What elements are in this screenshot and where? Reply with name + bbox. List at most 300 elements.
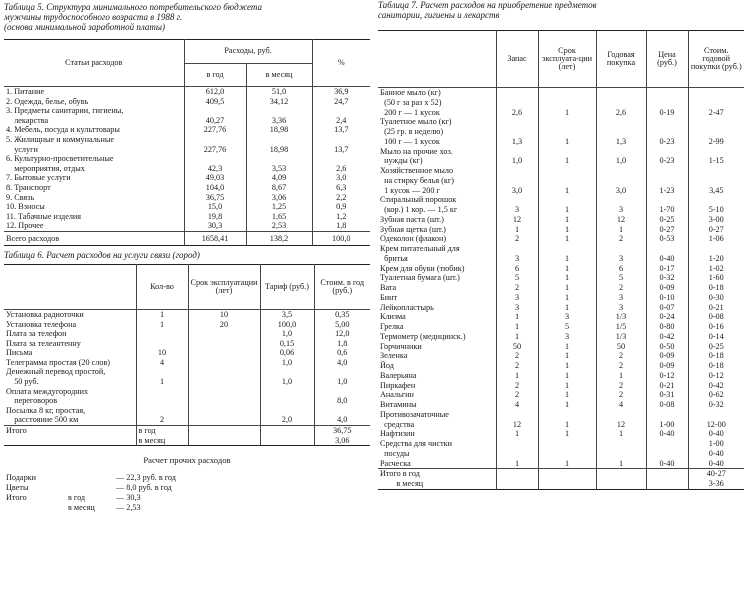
table7-cell-item: Бинт <box>378 293 496 303</box>
table6-cell-life <box>188 329 260 339</box>
table7-total-empty <box>538 469 596 479</box>
table7-cell-life: 1 <box>538 429 596 439</box>
table6-cell-cost <box>314 367 370 377</box>
table7-cell-price <box>646 127 688 137</box>
table7-cell-price <box>646 449 688 459</box>
table7-row <box>378 322 744 332</box>
table7-cell-annual: 3,0 <box>596 186 646 196</box>
table7-row <box>378 88 744 98</box>
table5-cell-percent: 0,9 <box>336 202 347 212</box>
table5-total-month: 138,2 <box>246 231 312 245</box>
table6-cell-life <box>188 339 260 349</box>
table7-cell-item: (50 г за раз х 52) <box>378 98 496 108</box>
table5-cell-percent: 6,3 <box>336 182 347 192</box>
table5-cell-item: 3. Предметы санитарии, гигиены, <box>4 106 184 116</box>
table7-cell-item: Противозачаточные <box>378 410 496 420</box>
table6-cell-qty: 1 <box>136 377 188 387</box>
table7-total <box>378 469 744 490</box>
table7-cell-annual: 1 <box>596 429 646 439</box>
table7-cell-annual: 1 <box>596 459 646 469</box>
table7-total-empty <box>496 469 538 479</box>
table7-total-value: 3-36 <box>708 479 724 488</box>
table7-cell-price: 0-80 <box>646 322 688 332</box>
table7-cell-stock: 1,0 <box>496 156 538 166</box>
table7-cell-stock: 5 <box>496 273 538 283</box>
table7-cell-cost <box>688 176 744 186</box>
table7-cell-annual: 4 <box>596 400 646 410</box>
table7-cell-item: Хозяйственное мыло <box>378 166 496 176</box>
table5-cell-percent: 24,7 <box>334 96 349 106</box>
table7-cell-item: средства <box>378 420 496 430</box>
table7-cell-life: 1 <box>538 342 596 352</box>
table6-row <box>4 396 370 406</box>
table7-cell-cost: 1-06 <box>708 234 724 244</box>
table6-header-tariff: Тариф (руб.) <box>260 264 314 309</box>
table5-cell-year: 612,0 <box>184 87 246 97</box>
table7-cell-life: 1 <box>538 283 596 293</box>
misc-row <box>4 483 370 493</box>
table5-cell-year: 30,3 <box>184 221 246 231</box>
table6-total-period: в год <box>136 426 188 436</box>
table6-row <box>4 415 370 425</box>
table7-cell-price: 1-23 <box>646 186 688 196</box>
table7-cell-item: Одеколон (флакон) <box>378 234 496 244</box>
table7-row <box>378 234 744 244</box>
table7-cell-price: 0-42 <box>646 332 688 342</box>
table6-body <box>4 309 370 425</box>
table5-caption <box>4 2 370 32</box>
table5-row <box>4 202 370 212</box>
table5-total-label: Всего расходов <box>4 231 184 245</box>
misc-row <box>4 493 370 503</box>
table5-cell-month: 2,53 <box>246 221 312 231</box>
table7-cell-item: Зубная щетка (шт.) <box>378 225 496 235</box>
table7-cell-price: 0-10 <box>646 293 688 303</box>
table7-cell-life <box>538 244 596 254</box>
table5-cell-item: 11. Табачные изделия <box>4 212 184 222</box>
table7-cell-cost: 3-00 <box>708 214 724 224</box>
table5-cell-percent: 2,4 <box>336 115 347 125</box>
table7-cell-item: Горчичники <box>378 342 496 352</box>
table6-cell-life <box>188 406 260 416</box>
table7-cell-stock: 2 <box>496 381 538 391</box>
table7-row <box>378 381 744 391</box>
table5-cell-year: 227,76 <box>184 125 246 135</box>
table7-cell-price: 0-12 <box>646 371 688 381</box>
table7-row <box>378 205 744 215</box>
table7-cell-annual: 1/3 <box>596 312 646 322</box>
table5-row <box>4 212 370 222</box>
table7-cell-life: 1 <box>538 351 596 361</box>
table7-row <box>378 176 744 186</box>
table7-cell-item: на стирку белья (кг) <box>378 176 496 186</box>
table6-total-empty <box>188 426 260 436</box>
misc-row <box>4 473 370 483</box>
table7-cell-cost: 1-00 <box>708 439 724 448</box>
table7-cell-item: Крем для обуви (тюбик) <box>378 264 496 274</box>
table6-caption: Таблица 6. Расчет расходов на услуги связи (город) <box>4 249 200 260</box>
table5-cell-month: 4,09 <box>246 173 312 183</box>
table6-cell-qty <box>136 387 188 397</box>
table5-total-percent: 100,0 <box>332 233 351 243</box>
table7-cell-price: 0-25 <box>646 215 688 225</box>
table7-cell-annual <box>596 147 646 157</box>
table7-cell-price: 0-50 <box>646 342 688 352</box>
table6-total-label <box>4 436 136 446</box>
table7-cell-stock: 3 <box>496 205 538 215</box>
table7-cell-cost <box>688 88 744 98</box>
table7-row <box>378 283 744 293</box>
table7-cell-item: Термометр (медицинск.) <box>378 332 496 342</box>
table6-cell-life: 20 <box>188 320 260 330</box>
table7-cell-life <box>538 410 596 420</box>
table7-cell-price: 0-31 <box>646 390 688 400</box>
table7-row <box>378 303 744 313</box>
table6-cell-item: Денежный перевод простой, <box>4 367 136 377</box>
misc-table <box>4 473 370 513</box>
table7-row <box>378 254 744 264</box>
table7-cell-cost: 0-40 <box>708 458 724 468</box>
table7-cell-stock: 6 <box>496 264 538 274</box>
table7-total-value: 40-27 <box>706 469 726 479</box>
table7-row <box>378 156 744 166</box>
table7-cell-life: 1 <box>538 234 596 244</box>
table7-cell-item: 1 кусок — 200 г <box>378 186 496 196</box>
table5-row <box>4 116 370 126</box>
table7-cell-stock: 12 <box>496 420 538 430</box>
table7-cell-stock <box>496 244 538 254</box>
table7-cell-stock: 50 <box>496 342 538 352</box>
table7-row <box>378 108 744 118</box>
table7-cell-cost: 0-27 <box>708 224 724 234</box>
table6-cell-item: Плата за телеантенну <box>4 339 136 349</box>
table7-cell-item: Вата <box>378 283 496 293</box>
table7-cell-life: 3 <box>538 332 596 342</box>
table6-total-row <box>4 436 370 446</box>
table7-cell-life <box>538 117 596 127</box>
table7-row <box>378 439 744 449</box>
table7-header-item <box>378 31 496 88</box>
table7-total-empty <box>646 479 688 489</box>
table7-cell-item: Крем питательный для <box>378 244 496 254</box>
table5-cell-month: 8,67 <box>246 183 312 193</box>
table6-cell-qty: 1 <box>136 309 188 319</box>
table7-cell-life: 3 <box>538 312 596 322</box>
table7-cell-price <box>646 88 688 98</box>
table7-row <box>378 459 744 469</box>
table7-cell-cost <box>688 127 744 137</box>
table7-cell-item: Нафтизин <box>378 429 496 439</box>
table7-cell-price <box>646 244 688 254</box>
table6-total-row <box>4 426 370 436</box>
table6-cell-tariff: 0,15 <box>260 339 314 349</box>
table7-cell-life: 1 <box>538 400 596 410</box>
table5-body <box>4 87 370 232</box>
table7-cell-annual: 1/5 <box>596 322 646 332</box>
table6-cell-life <box>188 387 260 397</box>
table7-cell-life: 1 <box>538 108 596 118</box>
table7-cell-cost: 0-08 <box>708 312 724 322</box>
table7-cell-annual <box>596 449 646 459</box>
table7-cell-cost: 0-25 <box>708 341 724 351</box>
table7-cell-item: Анальгин <box>378 390 496 400</box>
table7-cell-price: 0-17 <box>646 264 688 274</box>
table7-cell-life: 1 <box>538 293 596 303</box>
table5-cell-month: 1,25 <box>246 202 312 212</box>
table7-cell-life: 1 <box>538 459 596 469</box>
table6-header-item <box>4 264 136 309</box>
misc-cell-item: Итого <box>6 492 27 502</box>
table7-cell-stock <box>496 410 538 420</box>
table7-cell-life: 1 <box>538 361 596 371</box>
table7-cell-price: 0-24 <box>646 312 688 322</box>
table7-cell-life <box>538 449 596 459</box>
table7-total-row <box>378 479 744 489</box>
table6-cell-qty <box>136 339 188 349</box>
table7-cell-price: 0-53 <box>646 234 688 244</box>
table7-row <box>378 449 744 459</box>
table7-row <box>378 361 744 371</box>
table7-cell-life: 1 <box>538 371 596 381</box>
table6-header-qty: Кол-во <box>136 264 188 309</box>
table5-caption-line: мужчины трудоспособного возраста в 1988 г. <box>4 12 183 22</box>
table7-cell-annual: 3 <box>596 293 646 303</box>
table6-cell-qty: 10 <box>136 348 188 358</box>
table6-cell-life <box>188 348 260 358</box>
table6-total-empty <box>188 436 260 446</box>
table7-cell-life <box>538 176 596 186</box>
table5-total-row <box>4 231 370 245</box>
table7-cell-annual: 2,6 <box>596 108 646 118</box>
table7-total-empty <box>496 479 538 489</box>
table7-cell-life <box>538 127 596 137</box>
table7-cell-life <box>538 98 596 108</box>
table7-row <box>378 166 744 176</box>
table7-cell-price: 0-09 <box>646 283 688 293</box>
misc-row <box>4 503 370 513</box>
table7-cell-stock <box>496 98 538 108</box>
table7-cell-stock: 12 <box>496 215 538 225</box>
table7-cell-item: Стиральный порошок <box>378 195 496 205</box>
table7-row <box>378 400 744 410</box>
table5-cell-item: 2. Одежда, белье, обувь <box>4 97 184 107</box>
table7-row <box>378 127 744 137</box>
table7-cell-life: 5 <box>538 322 596 332</box>
table7-cell-price: 1-70 <box>646 205 688 215</box>
table7-cell-item: Лейкопластырь <box>378 303 496 313</box>
table7-cell-stock: 2,6 <box>496 108 538 118</box>
table5-row <box>4 106 370 116</box>
table5-cell-percent: 13,7 <box>334 144 349 154</box>
table6-cell-tariff: 1,0 <box>260 329 314 339</box>
table6-total-value: 36,75 <box>333 426 352 436</box>
table6-cell-qty <box>136 406 188 416</box>
table7-cell-annual: 1 <box>596 371 646 381</box>
table6-cell-life <box>188 358 260 368</box>
table7-cell-annual <box>596 176 646 186</box>
table5-cell-item: 8. Транспорт <box>4 183 184 193</box>
misc-cell-value: — 8,0 руб. в год <box>116 482 172 492</box>
table7-cell-life <box>538 147 596 157</box>
table7-cell-stock <box>496 195 538 205</box>
misc-cell-value: — 2,53 <box>116 502 141 512</box>
table7-row <box>378 420 744 430</box>
table7-cell-item: Витамины <box>378 400 496 410</box>
table5-row <box>4 135 370 145</box>
table7-cell-cost <box>688 244 744 254</box>
table6-row <box>4 406 370 416</box>
table5-cell-percent: 2,2 <box>336 192 347 202</box>
table6-row <box>4 348 370 358</box>
table7-cell-price: 0-40 <box>646 254 688 264</box>
table6-cell-life <box>188 396 260 406</box>
table7-cell-cost: 12-00 <box>706 419 726 429</box>
table7-cell-price: 0-07 <box>646 303 688 313</box>
table6-row <box>4 309 370 319</box>
table7-cell-stock <box>496 88 538 98</box>
table5-cell-item: 4. Мебель, посуда и культтовары <box>4 125 184 135</box>
table7-cell-cost: 0-40 <box>708 429 724 439</box>
table7-cell-cost: 0-32 <box>708 400 724 409</box>
table7-cell-stock: 2 <box>496 283 538 293</box>
misc-cell-item: Подарки <box>6 472 37 482</box>
table7-cell-item: посуды <box>378 449 496 459</box>
table7-row <box>378 98 744 108</box>
table5-row <box>4 97 370 107</box>
table6-cell-tariff <box>260 367 314 377</box>
table5-cell-year <box>184 106 246 116</box>
table7-cell-annual: 1,3 <box>596 137 646 147</box>
table5 <box>4 39 370 246</box>
table7-cell-stock <box>496 439 538 449</box>
table7-cell-annual <box>596 127 646 137</box>
table6-cell-qty: 1 <box>136 320 188 330</box>
table6-total-value: 3,06 <box>335 435 350 445</box>
misc-body <box>4 473 370 513</box>
table6-cell-cost: 12,0 <box>335 329 350 339</box>
table7-header-cost: Стоим. годовой покупки (руб.) <box>690 45 742 72</box>
table7-cell-item: Клизма <box>378 312 496 322</box>
table7-cell-life: 1 <box>538 254 596 264</box>
table6-cell-qty <box>136 367 188 377</box>
table5-cell-month: 1,65 <box>246 212 312 222</box>
table7-row <box>378 225 744 235</box>
table7-cell-annual: 2 <box>596 390 646 400</box>
table7-cell-annual: 12 <box>596 215 646 225</box>
table5-cell-year: 49,03 <box>184 173 246 183</box>
table7-cell-price: 1-00 <box>646 420 688 430</box>
table7-cell-stock: 2 <box>496 351 538 361</box>
table7-cell-stock: 1 <box>496 371 538 381</box>
table7-cell-stock <box>496 127 538 137</box>
table6-row <box>4 320 370 330</box>
table7-cell-annual <box>596 98 646 108</box>
table6 <box>4 264 370 446</box>
table7-row <box>378 215 744 225</box>
table7-cell-item: Пиркафен <box>378 381 496 391</box>
table6-cell-tariff: 2,0 <box>260 415 314 425</box>
table7-caption-line: санитарии, гигиены и лекарств <box>378 10 500 20</box>
table7-cell-life: 1 <box>538 303 596 313</box>
table5-cell-item: 10. Взносы <box>4 202 184 212</box>
table5-cell-item: 6. Культурно-просветительные <box>4 154 184 164</box>
table6-cell-cost: 8,0 <box>337 396 348 406</box>
table7-cell-stock: 2 <box>496 234 538 244</box>
table6-cell-tariff: 3,5 <box>260 309 314 319</box>
table6-cell-qty <box>136 329 188 339</box>
table5-cell-percent: 3,0 <box>336 173 347 183</box>
table7-cell-price: 0-27 <box>646 225 688 235</box>
right-column <box>378 0 744 490</box>
table5-cell-month: 3,06 <box>246 193 312 203</box>
table5-cell-percent <box>312 154 370 164</box>
table6-cell-life <box>188 367 260 377</box>
table7-total-label: в месяц <box>378 479 496 489</box>
table5-cell-year: 104,0 <box>184 183 246 193</box>
table5-row <box>4 173 370 183</box>
table7-cell-annual: 2 <box>596 234 646 244</box>
table7-row <box>378 351 744 361</box>
table6-cell-cost <box>314 387 370 397</box>
table7-cell-cost: 0-18 <box>708 361 724 370</box>
table7-cell-cost <box>688 98 744 108</box>
table6-total-empty <box>260 436 314 446</box>
table7-total-empty <box>596 469 646 479</box>
table7-cell-annual <box>596 117 646 127</box>
table6-row <box>4 339 370 349</box>
table5-cell-month <box>246 154 312 164</box>
table7-cell-annual: 12 <box>596 420 646 430</box>
misc-cell-item <box>4 503 66 513</box>
table7-cell-price <box>646 410 688 420</box>
table5-cell-percent: 13,7 <box>334 125 349 135</box>
table7-cell-stock: 1 <box>496 332 538 342</box>
table5-cell-year: 36,75 <box>184 193 246 203</box>
table5-row <box>4 125 370 135</box>
table7-cell-annual: 5 <box>596 273 646 283</box>
table7-cell-cost: 0-18 <box>708 351 724 361</box>
table7-cell-cost: 0-16 <box>708 322 724 331</box>
table6-cell-cost: 5,00 <box>335 319 350 329</box>
table7-cell-item: Расческа <box>378 459 496 469</box>
table7-cell-item: Грелка <box>378 322 496 332</box>
table7-cell-annual <box>596 88 646 98</box>
table6-cell-cost: 1,0 <box>337 377 348 387</box>
table5-cell-item: 12. Прочее <box>4 221 184 231</box>
table7-row <box>378 429 744 439</box>
table6-cell-item: Плата за телефон <box>4 329 136 339</box>
table6-header-cost: Стоим. в год (руб.) <box>320 277 365 295</box>
table6-header-life: Срок эксплуатации (лет) <box>188 264 260 309</box>
table7-cell-stock <box>496 166 538 176</box>
table6-cell-life <box>188 415 260 425</box>
table6-row <box>4 358 370 368</box>
table5-cell-percent: 2,6 <box>336 163 347 173</box>
table6-cell-qty: 4 <box>136 358 188 368</box>
misc-cell-period: в год <box>68 492 86 502</box>
table6-cell-item: расстояние 500 км <box>4 415 136 425</box>
table5-cell-month: 18,98 <box>246 145 312 155</box>
misc-cell-value: — 22,3 руб. в год <box>116 472 176 482</box>
table7-total-row <box>378 469 744 479</box>
table7-body <box>378 88 744 469</box>
table7-cell-annual: 1,0 <box>596 156 646 166</box>
table5-header-year: в год <box>184 63 246 87</box>
table6-cell-tariff <box>260 406 314 416</box>
table7-row <box>378 371 744 381</box>
table5-cell-month <box>246 135 312 145</box>
table7-cell-life: 1 <box>538 273 596 283</box>
